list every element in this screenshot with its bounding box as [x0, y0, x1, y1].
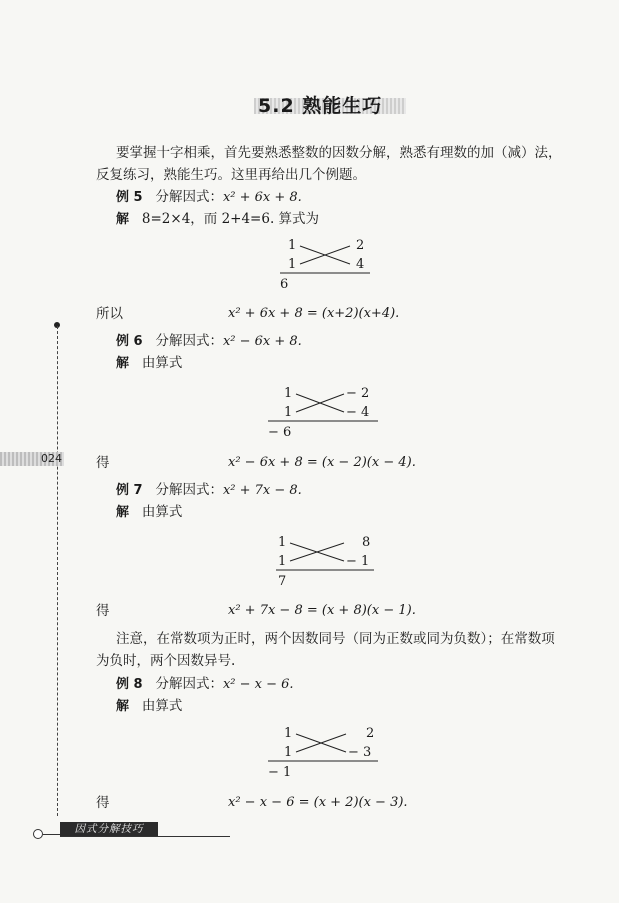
example-8-solution	[116, 695, 182, 718]
example-7-solution	[116, 501, 182, 524]
example-5-prompt: 分解因式：	[155, 189, 223, 205]
cross-5-top-left: 1	[288, 238, 297, 253]
example-6-prompt: 分解因式：	[155, 333, 223, 349]
example-6-solution-text: 由算式	[141, 355, 183, 371]
example-8-prompt: 分解因式：	[155, 676, 223, 692]
cross-diagram-7	[276, 533, 386, 593]
example-6-statement	[116, 330, 302, 353]
cross-7-bottom-right: − 1	[346, 554, 370, 569]
example-5-solution-text: 8=2×4，而 2+4=6. 算式为	[141, 211, 320, 227]
page-number: 024	[0, 452, 64, 466]
example-5-result: x² + 6x + 8 = (x+2)(x+4).	[228, 306, 400, 321]
cross-5-bottom-left: 1	[288, 257, 297, 272]
example-6-result: x² − 6x + 8 = (x − 2)(x − 4).	[228, 455, 416, 470]
cross-8-bottom-left: 1	[284, 745, 293, 760]
example-8-solution-text: 由算式	[141, 698, 183, 714]
example-8-label: 例 8	[116, 677, 143, 692]
example-8-statement	[116, 673, 294, 696]
example-5-label: 例 5	[116, 190, 143, 205]
example-5-expr: x² + 6x + 8.	[222, 190, 302, 205]
footer-connector	[43, 834, 61, 835]
cross-8-bottom-right: − 3	[348, 745, 372, 760]
cross-8-top-right: 2	[366, 726, 375, 741]
margin-dashed-line	[57, 326, 58, 816]
example-6-label: 例 6	[116, 334, 143, 349]
cross-6-top-right: − 2	[346, 386, 370, 401]
example-8-solution-label: 解	[116, 699, 130, 714]
cross-7-top-right: 8	[362, 535, 371, 550]
example-8-result-label: 得	[96, 795, 110, 811]
footer-circle-icon	[33, 829, 43, 839]
example-6-solution-label: 解	[116, 356, 130, 371]
example-7-label: 例 7	[116, 483, 143, 498]
example-5-solution-label: 解	[116, 212, 130, 227]
intro-line-2: 反复练习，熟能生巧。这里再给出几个例题。	[96, 167, 366, 183]
example-6-solution	[116, 352, 182, 375]
cross-5-top-right: 2	[356, 238, 365, 253]
example-7-prompt: 分解因式：	[155, 482, 223, 498]
cross-6-sum: − 6	[268, 425, 292, 440]
footer-rule	[60, 836, 230, 837]
cross-diagram-6	[268, 384, 388, 444]
cross-5-sum: 6	[280, 277, 289, 292]
example-7-expr: x² + 7x − 8.	[222, 483, 302, 498]
cross-8-sum: − 1	[268, 765, 292, 780]
note-line-1: 注意，在常数项为正时，两个因数同号（同为正数或同为负数）；在常数项	[116, 631, 555, 647]
note-line-2: 为负时，两个因数异号.	[96, 653, 236, 669]
section-title: 5.2 熟能生巧	[258, 95, 383, 117]
example-7-result-label: 得	[96, 603, 110, 619]
example-7-solution-text: 由算式	[141, 504, 183, 520]
cross-diagram-8	[268, 724, 388, 784]
example-8-result: x² − x − 6 = (x + 2)(x − 3).	[228, 795, 408, 810]
example-7-statement	[116, 479, 302, 502]
example-6-expr: x² − 6x + 8.	[222, 334, 302, 349]
cross-8-top-left: 1	[284, 726, 293, 741]
example-8-expr: x² − x − 6.	[222, 677, 294, 692]
example-5-statement	[116, 186, 302, 209]
cross-6-top-left: 1	[284, 386, 293, 401]
cross-7-top-left: 1	[278, 535, 287, 550]
example-5-result-label: 所以	[96, 306, 123, 322]
example-7-solution-label: 解	[116, 505, 130, 520]
cross-7-bottom-left: 1	[278, 554, 287, 569]
intro-line-1: 要掌握十字相乘，首先要熟悉整数的因数分解，熟悉有理数的加（减）法，	[116, 145, 562, 161]
cross-7-sum: 7	[278, 574, 287, 589]
footer-book-title: 因式分解技巧	[60, 822, 158, 837]
cross-6-bottom-left: 1	[284, 405, 293, 420]
cross-6-bottom-right: − 4	[346, 405, 370, 420]
cross-diagram-5	[280, 236, 390, 296]
cross-5-bottom-right: 4	[356, 257, 365, 272]
example-6-result-label: 得	[96, 455, 110, 471]
example-5-solution	[116, 208, 319, 231]
example-7-result: x² + 7x − 8 = (x + 8)(x − 1).	[228, 603, 416, 618]
